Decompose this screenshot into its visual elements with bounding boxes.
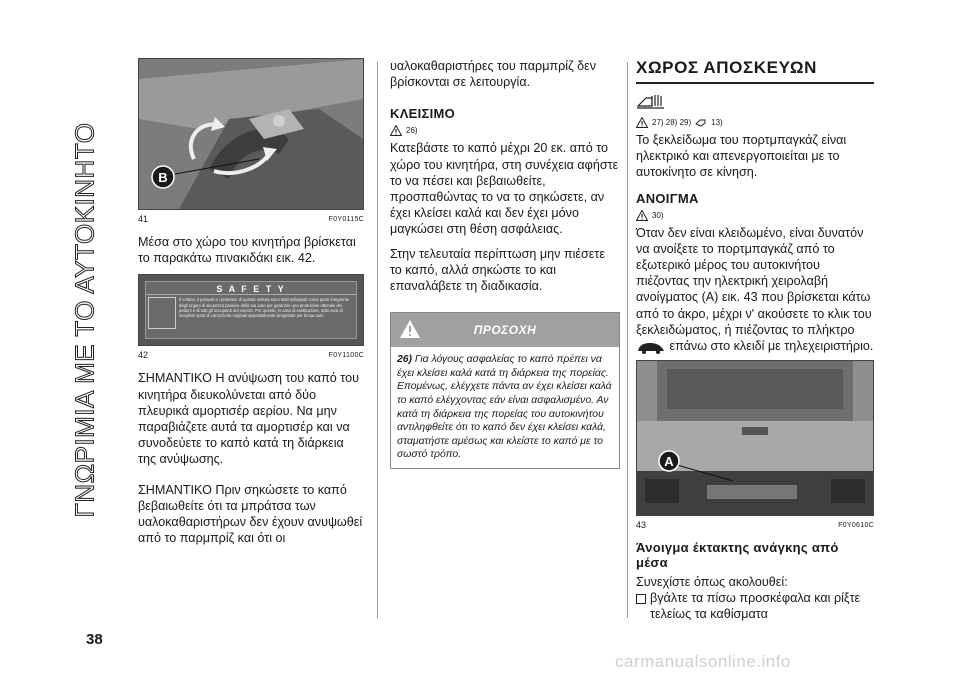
warning-number: 26)	[397, 354, 413, 366]
title-rule	[636, 82, 874, 84]
warning-box	[390, 312, 620, 469]
warning-triangle-icon	[636, 210, 648, 221]
paragraph-opening-procedure	[636, 225, 874, 355]
figure-41-number: 41	[138, 214, 149, 224]
paragraph-wiper-check: ΣΗΜΑΝΤΙΚΟ Πριν σηκώσετε το καπό βεβαιωθείτε ότι τα μπράτσα των υαλοκαθαριστήρων δεν έχουν ανυψωθεί από το παρμπρίζ και ότι οι	[138, 482, 363, 546]
callout-a-label: A	[664, 454, 674, 470]
luggage-warning-refs: 27) 28) 29)	[652, 118, 692, 127]
column-divider-1	[377, 62, 378, 618]
heading-closing: ΚΛΕΙΣΙΜΟ	[390, 106, 456, 122]
figure-42	[138, 274, 364, 346]
luggage-refs	[636, 117, 874, 128]
car-outline-icon	[148, 297, 176, 329]
side-title-text: ΓΝΩΡΙΜΙΑ ΜΕ ΤΟ ΑΥΤΟΚΙΝΗΤΟ	[69, 122, 100, 518]
heading-emergency-opening: Άνοιγμα έκτακτης ανάγκης από μέσα	[636, 540, 839, 571]
paragraph-wipers-continued: υαλοκαθαριστήρες του παρμπρίζ δεν βρίσκονται σε λειτουργία.	[390, 59, 597, 90]
opening-refs	[636, 210, 874, 221]
watermark: carmanualsonline.info	[615, 652, 791, 671]
heading-opening: ΑΝΟΙΓΜΑ	[636, 190, 699, 206]
page-number: 38	[86, 631, 103, 648]
warning-triangle-icon	[399, 319, 421, 339]
paragraph-continue-as-follows: Συνεχίστε όπως ακολουθεί:	[636, 575, 788, 590]
opening-ref-number: 30)	[652, 210, 664, 220]
bullet-checkbox-icon	[636, 594, 646, 604]
safety-label-text: Il cofano, il paraurti e i proiettori di questa vettura sono stati sviluppati come parte integrante degli organi di sicurezza passiva della tua auto per garantire una protezione ottimale dei pedoni e di tutti gli occupanti del veicolo. Per questo, in caso di sostituzione, abbi cura di scegliere parti di carrozzeria originali appositamente progettate per la tua auto.	[179, 297, 350, 319]
warning-box-body	[391, 347, 619, 468]
opening-text-part2: επάνω στο κλειδί με τηλεχειριστήριο.	[669, 339, 874, 354]
bullet-item	[636, 590, 874, 622]
figure-42-number: 42	[138, 350, 149, 361]
figure-43-code: F0Y0610C	[838, 522, 874, 530]
info-hand-icon	[695, 117, 707, 128]
warning-box-header	[391, 313, 619, 347]
column-3	[636, 58, 874, 622]
bullet-text: βγάλτε τα πίσω προσκέφαλα και ρίξτε τελείως τα καθίσματα	[650, 591, 861, 622]
luggage-note-refs: 13)	[711, 118, 723, 127]
figure-41	[138, 58, 364, 210]
figure-43-caption	[636, 520, 874, 530]
paragraph-electric-unlock: Το ξεκλείδωμα του πορτμπαγκάζ είναι ηλεκτρικό και απενεργοποιείται με το αυτοκίνητο σε κίνηση.	[636, 133, 847, 180]
warning-triangle-icon	[636, 117, 648, 128]
section-title-luggage: ΧΩΡΟΣ ΑΠΟΣΚΕΥΩΝ	[636, 58, 818, 77]
engine-hood-latch-illustration	[139, 59, 363, 209]
column-1	[138, 58, 364, 554]
tailgate-handle-illustration	[637, 361, 873, 515]
paragraph-gas-struts: ΣΗΜΑΝΤΙΚΟ Η ανύψωση του καπό του κινητήρα διευκολύνεται από δύο πλευρικά αμορτισέρ αερίου. Να μην παραβιάζετε αυτά τα αμορτισέρ και να συνοδεύετε το καπό κατά τη διάρκεια της ανύψωσης.	[138, 371, 359, 467]
callout-b-label: B	[158, 170, 168, 185]
column-2	[390, 58, 620, 469]
closing-ref-number: 26)	[406, 126, 418, 136]
warning-box-title: ΠΡΟΣΟΧΗ	[473, 323, 537, 338]
figure-42-caption	[138, 350, 364, 360]
figure-41-code: F0Y0115C	[328, 216, 364, 223]
paragraph-closing-procedure: Κατεβάστε το καπό μέχρι 20 εκ. από το χώρο του κινητήρα, στη συνέχεια αφήστε το να πέσει και βεβαιωθείτε, προσπαθώντας το να το σηκώσετε, αν έχει κλείσει καλά και δεν έχει μόνο μαγκώσει στη θέση ασφάλειας.	[390, 141, 619, 237]
paragraph-plate-location: Μέσα στο χώρο του κινητήρα βρίσκεται το παρακάτω πινακιδάκι εικ. 42.	[138, 235, 356, 266]
opening-text-part1: Όταν δεν είναι κλειδωμένο, είναι δυνατόν να ανοίξετε το πορτμπαγκάζ από το εξωτερικό μέρος του αυτοκινήτου πιέζοντας την ηλεκτρική χειρολαβή ανοίγματος (A) εικ. 43 που βρίσκεται κάτω από το άκρο, μέχρι ν' ακούσετε το κλικ του ξεκλειδώματος, ή πιέζοντας το πλήκτρο	[636, 225, 872, 337]
figure-43	[636, 360, 874, 516]
column-divider-2	[627, 62, 628, 618]
warning-triangle-icon	[390, 125, 402, 136]
figure-43-number: 43	[636, 520, 647, 531]
figure-42-code: F0Y1100C	[328, 352, 364, 360]
trunk-key-button-icon	[636, 340, 666, 354]
safety-label-title: S A F E T Y	[146, 282, 356, 295]
paragraph-closing-retry: Στην τελευταία περίπτωση μην πιέσετε το καπό, αλλά σηκώστε το και επαναλάβετε τη διαδικασία.	[390, 246, 605, 294]
safety-label-plate	[145, 281, 357, 339]
figure-41-caption	[138, 214, 364, 224]
section-side-title	[60, 40, 110, 600]
warning-text: Για λόγους ασφαλείας το καπό πρέπει να έχει κλείσει καλά κατά τη διάρκεια της πορείας. Επομένως, ελέγχετε πάντα αν έχει κλείσει καλά το καπό ελέγχοντας εάν είναι ασφαλισμένο. Αν κατά τη διάρκεια της πορείας του αυτοκινήτου αντιληφθείτε ότι το καπό δεν έχει κλείσει καλά, σταματήστε αμέσως και κλείστε το καπό με το σωστό τρόπο.	[397, 354, 612, 461]
closing-warning-refs	[390, 125, 620, 136]
trunk-open-icon	[636, 92, 666, 110]
